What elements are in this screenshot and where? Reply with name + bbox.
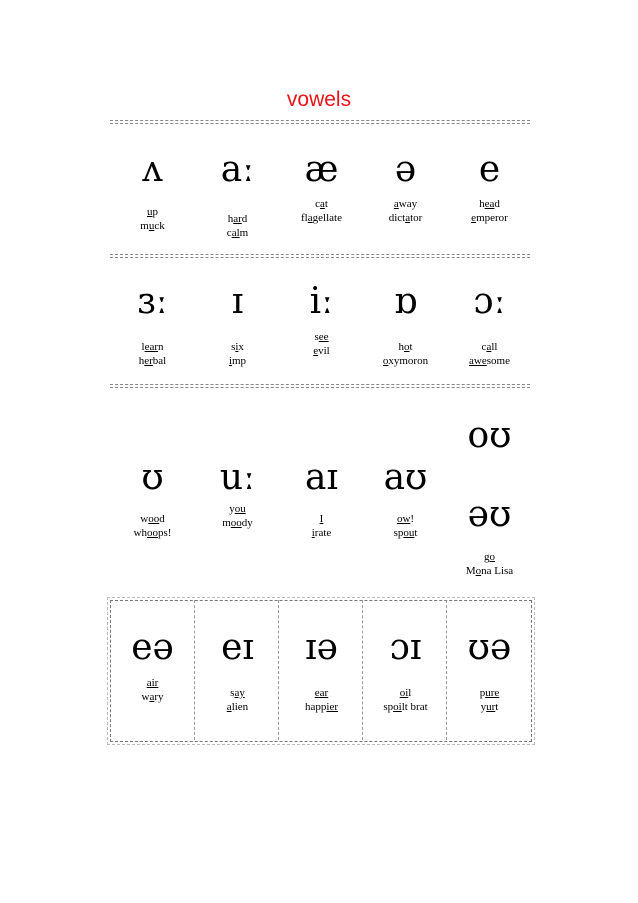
example-word: awesome — [469, 355, 510, 367]
ipa-symbol: eɪ — [221, 627, 254, 668]
ipa-symbol: oʊ — [467, 415, 512, 456]
separator-top — [110, 120, 530, 124]
example-word: Mona Lisa — [465, 565, 514, 577]
example-word: wary — [141, 691, 164, 703]
example-word: air — [146, 677, 159, 689]
example-word: head — [479, 198, 500, 210]
ipa-symbol: æ — [304, 149, 339, 190]
example-word: ow! — [396, 513, 415, 525]
ipa-symbol: uː — [219, 457, 256, 498]
ipa-symbol: ɪə — [305, 627, 338, 668]
example-word: six — [231, 341, 244, 353]
diphthong-divider-2 — [278, 600, 279, 740]
ipa-symbol: e — [478, 149, 501, 190]
example-word: say — [230, 687, 245, 699]
example-word: call — [481, 341, 498, 353]
example-word: evil — [313, 345, 330, 357]
example-word: up — [147, 206, 158, 218]
diphthong-divider-4 — [446, 600, 447, 740]
ipa-symbol: ɪ — [231, 281, 244, 322]
example-word: spoilt brat — [383, 701, 428, 713]
page-title: vowels — [286, 88, 352, 111]
example-word: pure — [479, 687, 500, 699]
example-word: herbal — [138, 355, 167, 367]
ipa-symbol: ɜː — [137, 281, 168, 322]
example-word: dictator — [388, 212, 423, 224]
ipa-symbol: ʌ — [142, 149, 163, 190]
ipa-symbol: ɔː — [473, 281, 506, 322]
example-word: whoops! — [133, 527, 172, 539]
example-word: happier — [305, 701, 338, 713]
example-word: calm — [226, 227, 249, 239]
example-word: go — [484, 551, 495, 563]
example-word: you — [229, 503, 246, 515]
separator-2 — [110, 384, 530, 388]
example-word: see — [314, 331, 329, 343]
ipa-symbol: ʊə — [467, 627, 512, 668]
example-word: away — [393, 198, 418, 210]
ipa-symbol: əʊ — [467, 494, 512, 535]
example-word: learn — [141, 341, 164, 353]
example-word: imp — [228, 355, 247, 367]
example-word: oxymoron — [382, 355, 429, 367]
ipa-symbol: iː — [309, 281, 334, 322]
example-word: hard — [227, 213, 248, 225]
example-word: oil — [399, 687, 412, 699]
diphthong-box — [110, 600, 532, 742]
example-word: emperor — [471, 212, 508, 224]
example-word: spout — [393, 527, 418, 539]
example-word: irate — [311, 527, 332, 539]
example-word: yurt — [480, 701, 499, 713]
ipa-symbol: ə — [394, 149, 417, 190]
ipa-symbol: ʊ — [141, 457, 164, 498]
example-word: cat — [315, 198, 328, 210]
example-word: wood — [140, 513, 165, 525]
diphthong-divider-1 — [194, 600, 195, 740]
diphthong-divider-3 — [362, 600, 363, 740]
ipa-symbol: ɒ — [393, 281, 418, 322]
example-word: hot — [398, 341, 413, 353]
example-word: moody — [222, 517, 253, 529]
example-word: I — [319, 513, 324, 525]
ipa-symbol: aʊ — [383, 457, 428, 498]
ipa-symbol: aɪ — [305, 457, 338, 498]
ipa-symbol: ɔɪ — [389, 627, 422, 668]
ipa-symbol: aː — [220, 149, 255, 190]
example-word: ear — [314, 687, 329, 699]
example-word: muck — [140, 220, 165, 232]
separator-1 — [110, 254, 530, 258]
example-word: flagellate — [301, 212, 342, 224]
ipa-symbol: eə — [131, 627, 174, 668]
example-word: alien — [226, 701, 249, 713]
